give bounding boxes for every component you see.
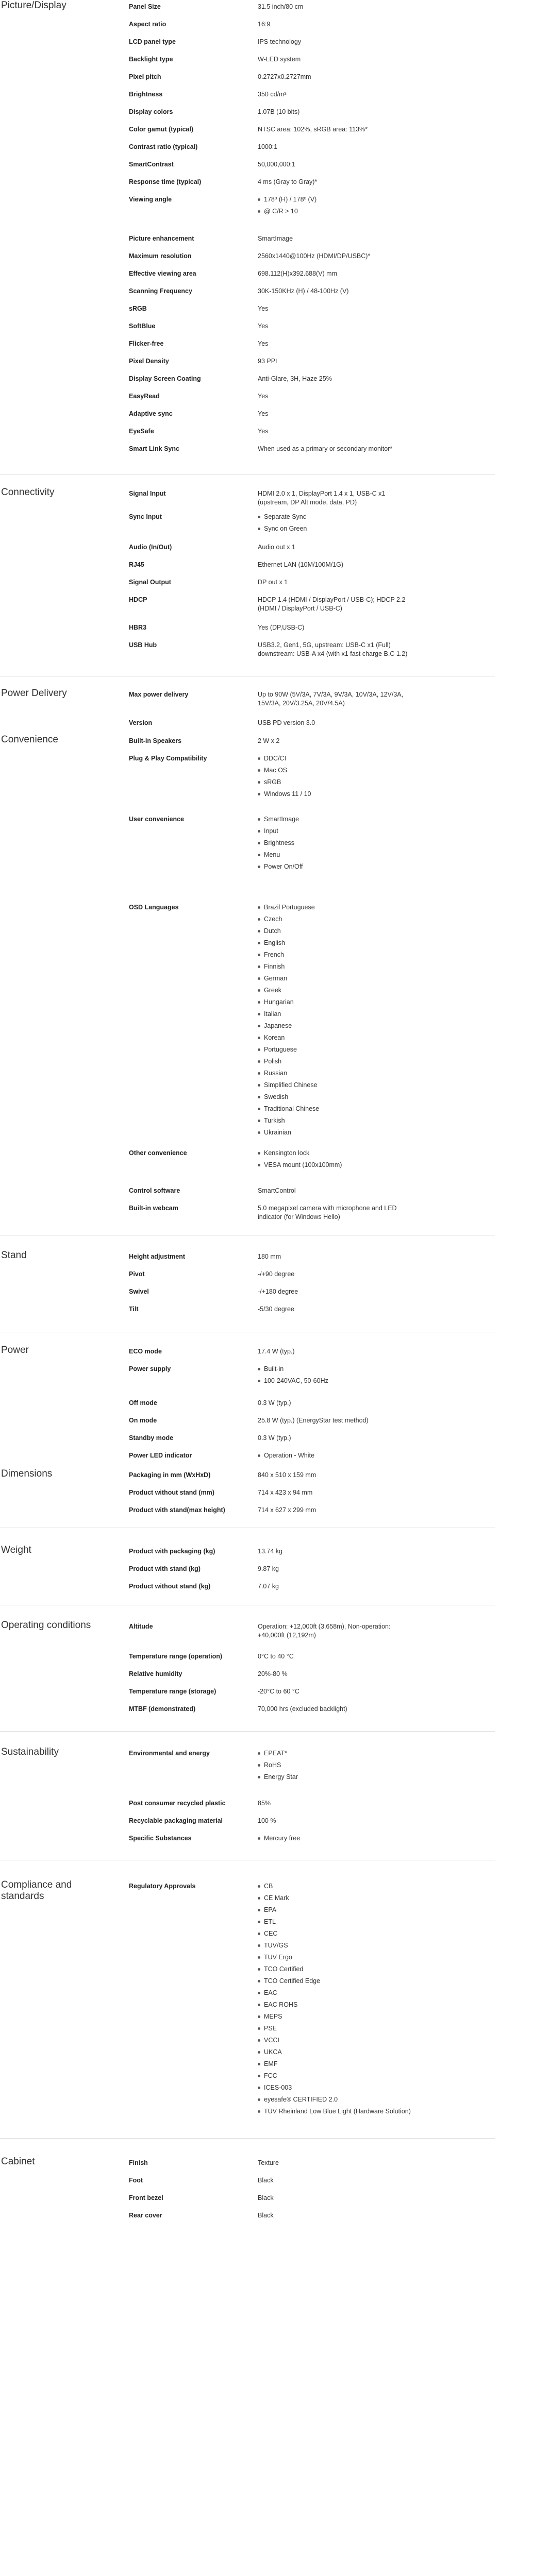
spec-label: sRGB [129,305,147,312]
spec-list-item: CE Mark [258,1894,412,1906]
spec-label: Other convenience [129,1149,187,1157]
spec-label: Height adjustment [129,1253,186,1260]
spec-list-item: EPA [258,1906,412,1918]
spec-value: Up to 90W (5V/3A, 7V/3A, 9V/3A, 10V/3A, 12V/3A, 15V/3A, 20V/3.25A, 20V/4.5A) [258,691,404,707]
section-title-operating-conditions: Operating conditions [1,1620,91,1631]
spec-label: Pivot [129,1270,145,1278]
section-title-convenience: Convenience [1,734,58,745]
spec-value: 25.8 W (typ.) (EnergyStar test method) [258,1417,369,1424]
spec-list-item: sRGB [258,778,412,790]
section-title-compliance-and-standards: Compliance and standards [1,1879,72,1902]
spec-value: 9.87 kg [258,1565,279,1572]
spec-value: 30K-150KHz (H) / 48-100Hz (V) [258,287,349,295]
spec-label: Off mode [129,1399,157,1406]
spec-list-item: @ C/R > 10 [258,207,412,219]
spec-value: W-LED system [258,56,301,63]
spec-value: 2 W x 2 [258,737,280,744]
spec-list-item: TÜV Rheinland Low Blue Light (Hardware Solution) [258,2107,412,2119]
spec-label: USB Hub [129,641,157,649]
spec-list-item: DDC/CI [258,754,412,766]
spec-label: Effective viewing area [129,270,196,277]
spec-list-item: Traditional Chinese [258,1105,412,1116]
spec-label: Color gamut (typical) [129,126,194,133]
spec-label: Post consumer recycled plastic [129,1800,226,1807]
spec-value [258,1749,412,1785]
spec-value: Yes [258,428,269,435]
spec-label: Pixel pitch [129,73,161,80]
spec-list-item: Mac OS [258,766,412,778]
spec-value: HDMI 2.0 x 1, DisplayPort 1.4 x 1, USB-C x1 (upstream, DP Alt mode, data, PD) [258,490,386,506]
spec-list-item: VESA mount (100x100mm) [258,1161,412,1173]
spec-label: On mode [129,1417,157,1424]
spec-list-item: Kensington lock [258,1149,412,1161]
spec-value [258,1451,412,1463]
spec-list-item: Greek [258,986,412,998]
spec-list-item: Input [258,827,412,839]
spec-value: Audio out x 1 [258,544,295,551]
spec-list-item: Korean [258,1033,412,1045]
spec-list-item: Sync on Green [258,524,412,536]
spec-label: HBR3 [129,624,147,631]
spec-value: 16:9 [258,21,271,28]
spec-value: 7.07 kg [258,1583,279,1590]
spec-label: Front bezel [129,2194,163,2201]
spec-label: Adaptive sync [129,410,173,417]
spec-value: -5/30 degree [258,1306,294,1313]
spec-value: 20%-80 % [258,1670,288,1677]
spec-list-item: Russian [258,1069,412,1081]
spec-label: Contrast ratio (typical) [129,143,198,150]
spec-value: Ethernet LAN (10M/100M/1G) [258,561,344,568]
spec-list-item: German [258,974,412,986]
spec-value: USB3.2, Gen1, 5G, upstream: USB-C x1 (Full) downstream: USB-A x4 (with x1 fast charge B.C 1.2) [258,641,408,657]
spec-list-item: EPEAT* [258,1749,412,1761]
spec-list-item: TCO Certified Edge [258,1977,412,1989]
spec-list-item: Italian [258,1010,412,1022]
spec-label: Pixel Density [129,358,169,365]
spec-label: Flicker-free [129,340,164,347]
spec-list-item: 178º (H) / 178º (V) [258,195,412,207]
spec-label: User convenience [129,816,184,823]
spec-label: Packaging in mm (WxHxD) [129,1471,211,1479]
spec-list-item: Japanese [258,1022,412,1033]
spec-value [258,195,412,219]
spec-list-item: EMF [258,2060,412,2072]
spec-label: HDCP [129,596,147,603]
spec-list-item: Ukrainian [258,1128,412,1140]
section-title-sustainability: Sustainability [1,1747,59,1757]
spec-list-item: FCC [258,2072,412,2083]
spec-list-item: Czech [258,915,412,927]
spec-value: 17.4 W (typ.) [258,1348,295,1355]
spec-label: Sync Input [129,513,162,520]
spec-label: Product with packaging (kg) [129,1548,215,1555]
section-divider [0,1731,495,1732]
spec-value: Yes [258,305,269,312]
spec-value: When used as a primary or secondary monitor* [258,445,393,452]
spec-value: Yes [258,323,269,330]
spec-label: Version [129,719,153,726]
spec-list-item: Power On/Off [258,862,412,874]
spec-value: 698.112(H)x392.688(V) mm [258,270,338,277]
spec-label: Product with stand(max height) [129,1506,225,1514]
spec-label: Standby mode [129,1434,174,1442]
spec-list-item: Turkish [258,1116,412,1128]
spec-value: -20°C to 60 °C [258,1688,299,1695]
spec-value: 4 ms (Gray to Gray)* [258,178,318,185]
spec-label: MTBF (demonstrated) [129,1705,196,1713]
spec-value: 840 x 510 x 159 mm [258,1471,317,1479]
spec-label: Display colors [129,108,173,115]
spec-label: Temperature range (storage) [129,1688,216,1695]
spec-list-item: Menu [258,851,412,862]
spec-list-item: EAC [258,1989,412,2001]
spec-label: Temperature range (operation) [129,1653,223,1660]
section-title-cabinet: Cabinet [1,2156,35,2167]
spec-label: Tilt [129,1306,139,1313]
spec-label: Power LED indicator [129,1452,192,1459]
spec-value [258,1834,412,1846]
spec-value: 85% [258,1800,271,1807]
spec-list-item: Finnish [258,962,412,974]
spec-label: Scanning Frequency [129,287,192,295]
spec-label: Maximum resolution [129,252,192,260]
spec-label: ECO mode [129,1348,162,1355]
spec-label: EyeSafe [129,428,154,435]
spec-value: Yes [258,393,269,400]
spec-value: 1.07B (10 bits) [258,108,300,115]
spec-list-item: Energy Star [258,1773,412,1785]
spec-list-item: EAC ROHS [258,2001,412,2012]
spec-list-item: Operation - White [258,1451,412,1463]
spec-label: Aspect ratio [129,21,166,28]
spec-label: Product with stand (kg) [129,1565,201,1572]
spec-label: Backlight type [129,56,173,63]
spec-label: Relative humidity [129,1670,182,1677]
spec-value: NTSC area: 102%, sRGB area: 113%* [258,126,368,133]
spec-value: 5.0 megapixel camera with microphone and LED indicator (for Windows Hello) [258,1205,397,1221]
section-title-connectivity: Connectivity [1,487,55,498]
spec-label: Product without stand (kg) [129,1583,211,1590]
spec-value: 1000:1 [258,143,278,150]
spec-value: 0°C to 40 °C [258,1653,294,1660]
spec-value: 50,000,000:1 [258,161,295,168]
spec-label: Recyclable packaging material [129,1817,223,1824]
spec-value [258,513,412,536]
spec-value: 70,000 hrs (excluded backlight) [258,1705,347,1713]
spec-value: SmartControl [258,1187,296,1194]
spec-list-item: Dutch [258,927,412,939]
spec-value: HDCP 1.4 (HDMI / DisplayPort / USB-C); HDCP 2.2 (HDMI / DisplayPort / USB-C) [258,596,406,612]
spec-label: Response time (typical) [129,178,202,185]
spec-label: Picture enhancement [129,235,194,242]
spec-list-item: Brazil Portuguese [258,903,412,915]
spec-list-item: 100-240VAC, 50-60Hz [258,1377,412,1388]
spec-value: SmartImage [258,235,293,242]
spec-label: Built-in webcam [129,1205,178,1212]
spec-label: Swivel [129,1288,149,1295]
spec-label: Smart Link Sync [129,445,179,452]
spec-value [258,754,412,802]
spec-value [258,903,412,1140]
spec-value: Yes [258,340,269,347]
spec-label: Rear cover [129,2212,162,2219]
spec-label: LCD panel type [129,38,176,45]
spec-value: 31.5 inch/80 cm [258,3,304,10]
spec-value: -/+180 degree [258,1288,298,1295]
spec-list-item: Separate Sync [258,513,412,524]
spec-value: 0.3 W (typ.) [258,1399,291,1406]
spec-value: DP out x 1 [258,579,288,586]
spec-value: 100 % [258,1817,276,1824]
spec-list-item: ETL [258,1918,412,1929]
spec-label: Regulatory Approvals [129,1883,196,1890]
spec-list-item: English [258,939,412,951]
spec-value: Anti-Glare, 3H, Haze 25% [258,375,332,382]
spec-label: Product without stand (mm) [129,1489,214,1496]
spec-list-item: CB [258,1882,412,1894]
section-divider [0,2138,495,2139]
spec-value: Operation: +12,000ft (3,658m), Non-operation: +40,000ft (12,192m) [258,1623,391,1639]
spec-label: Display Screen Coating [129,375,201,382]
spec-label: RJ45 [129,561,144,568]
spec-label: Altitude [129,1623,153,1630]
spec-label: Specific Substances [129,1835,192,1842]
spec-list-item: PSE [258,2024,412,2036]
spec-list-item: RoHS [258,1761,412,1773]
spec-value: Black [258,2177,274,2184]
spec-label: Signal Output [129,579,171,586]
spec-list-item: Polish [258,1057,412,1069]
spec-list-item: MEPS [258,2012,412,2024]
spec-value: 93 PPI [258,358,277,365]
spec-label: Plug & Play Compatibility [129,755,207,762]
spec-label: Brightness [129,91,163,98]
spec-label: Built-in Speakers [129,737,182,744]
spec-list-item: Swedish [258,1093,412,1105]
spec-value: 13.74 kg [258,1548,282,1555]
spec-list-item: UKCA [258,2048,412,2060]
spec-value: Texture [258,2159,279,2166]
spec-value [258,1149,412,1173]
spec-value: Yes (DP,USB-C) [258,624,305,631]
spec-value: -/+90 degree [258,1270,295,1278]
spec-label: Finish [129,2159,148,2166]
spec-value: Yes [258,410,269,417]
spec-value: 2560x1440@100Hz (HDMI/DP/USBC)* [258,252,371,260]
spec-list-item: eyesafe® CERTIFIED 2.0 [258,2095,412,2107]
spec-value: 180 mm [258,1253,281,1260]
spec-list-item: TUV Ergo [258,1953,412,1965]
section-title-dimensions: Dimensions [1,1468,53,1479]
spec-label: Power supply [129,1365,171,1372]
spec-value: 350 cd/m² [258,91,287,98]
spec-list-item: CEC [258,1929,412,1941]
spec-list-item: Simplified Chinese [258,1081,412,1093]
section-title-stand: Stand [1,1250,27,1261]
spec-list-item: Windows 11 / 10 [258,790,412,802]
spec-list-item: Hungarian [258,998,412,1010]
spec-list-item: TUV/GS [258,1941,412,1953]
spec-label: SmartContrast [129,161,174,168]
spec-value: 0.3 W (typ.) [258,1434,291,1442]
spec-value: 714 x 423 x 94 mm [258,1489,313,1496]
spec-label: Panel Size [129,3,161,10]
spec-list-item: Portuguese [258,1045,412,1057]
spec-list-item: ICES-003 [258,2083,412,2095]
section-title-power-delivery: Power Delivery [1,688,67,699]
spec-label: Max power delivery [129,691,189,698]
spec-value: IPS technology [258,38,302,45]
spec-list-item: Brightness [258,839,412,851]
spec-list-item: Built-in [258,1365,412,1377]
spec-label: Viewing angle [129,196,172,203]
section-title-picture-display: Picture/Display [1,0,66,11]
spec-list-item: SmartImage [258,815,412,827]
spec-label: OSD Languages [129,904,179,911]
spec-label: Signal Input [129,490,166,497]
spec-label: Control software [129,1187,180,1194]
spec-value: 0.2727x0.2727mm [258,73,311,80]
spec-label: EasyRead [129,393,160,400]
spec-list-item: VCCI [258,2036,412,2048]
spec-value: Black [258,2194,274,2201]
spec-label: Foot [129,2177,143,2184]
spec-list-item: Mercury free [258,1834,412,1846]
spec-value: 714 x 627 x 299 mm [258,1506,317,1514]
section-title-power: Power [1,1345,29,1355]
spec-label: Environmental and energy [129,1750,210,1757]
spec-value: USB PD version 3.0 [258,719,315,726]
spec-label: SoftBlue [129,323,156,330]
spec-list-item: TCO Certified [258,1965,412,1977]
spec-list-item: French [258,951,412,962]
spec-value [258,1882,412,2119]
spec-label: Audio (In/Out) [129,544,172,551]
spec-value: Black [258,2212,274,2219]
spec-value [258,1365,412,1388]
section-title-weight: Weight [1,1545,31,1555]
spec-value [258,815,412,874]
